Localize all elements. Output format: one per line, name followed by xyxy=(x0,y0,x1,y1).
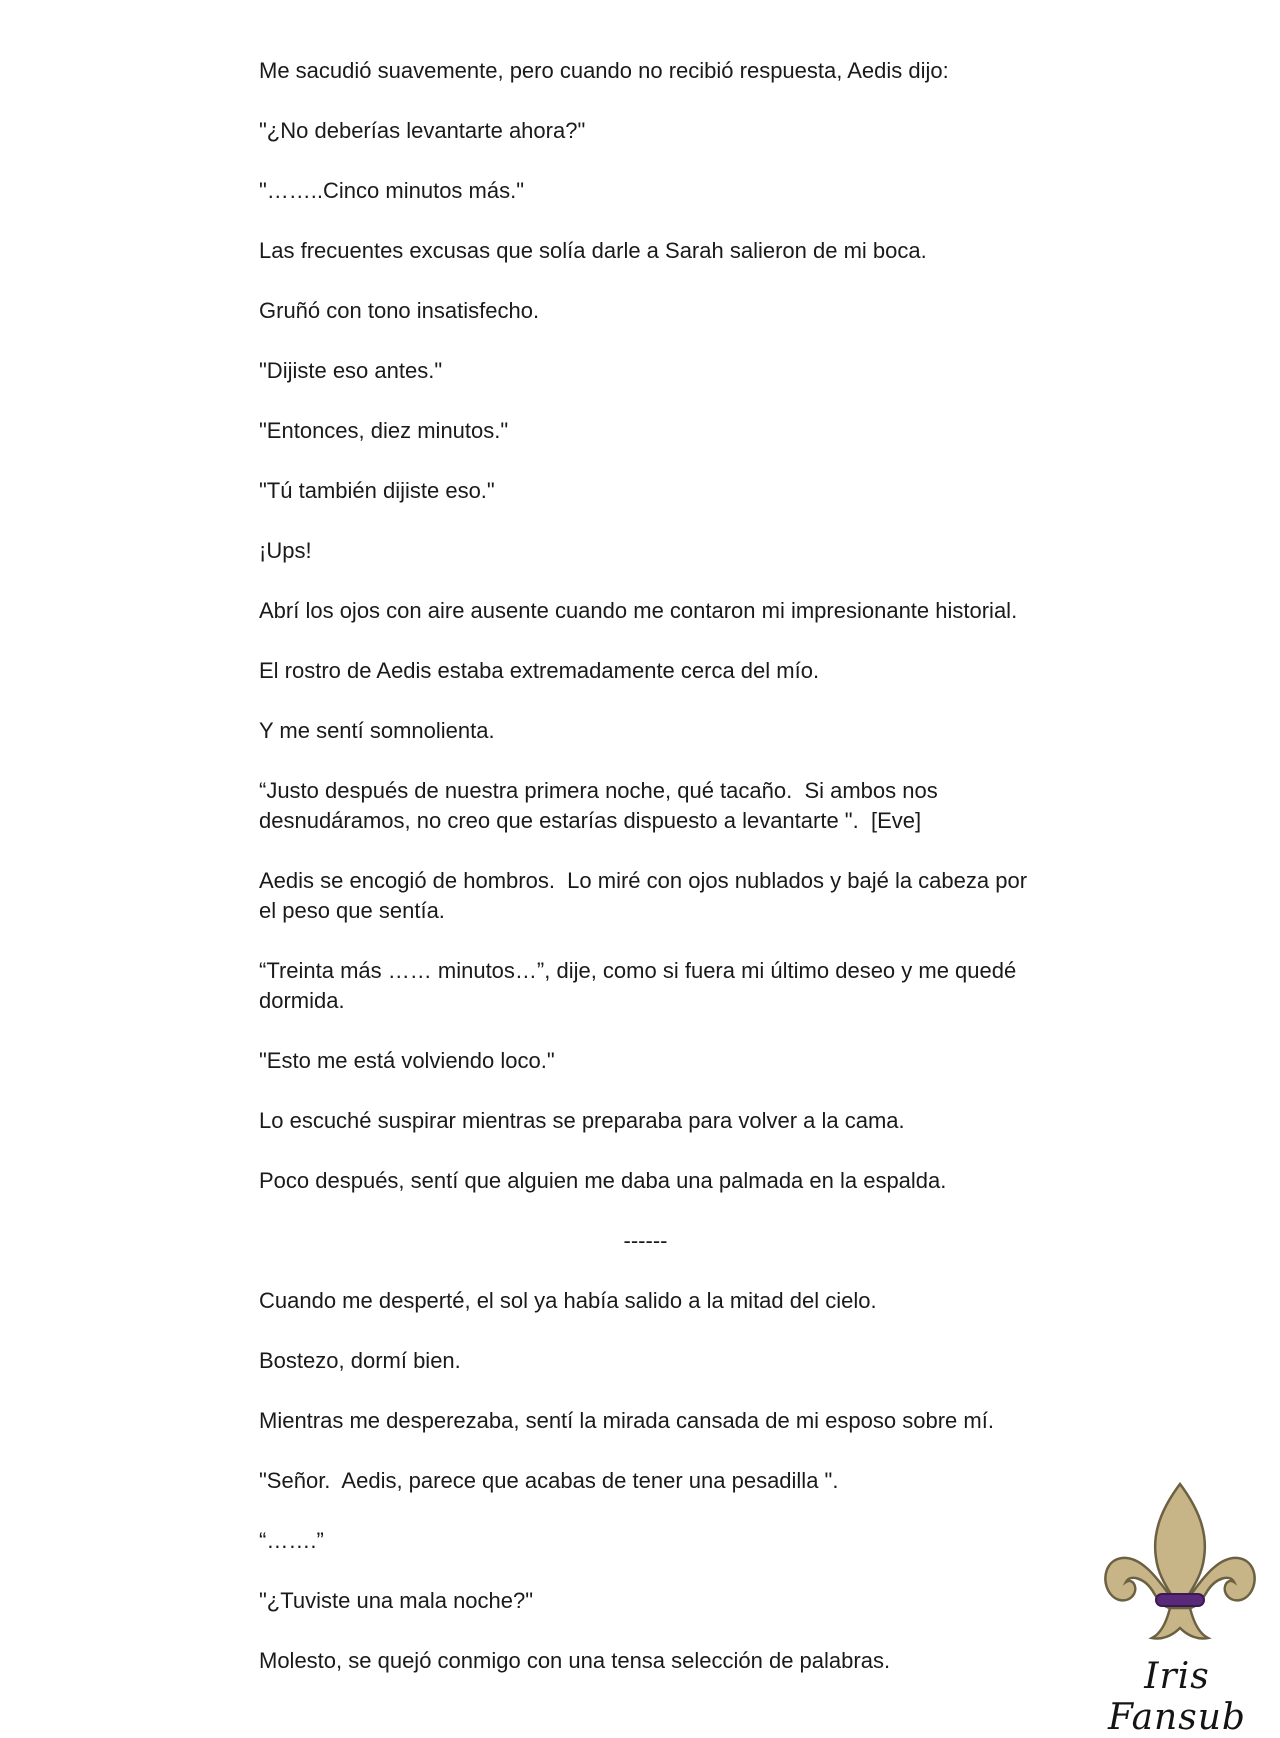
document-body xyxy=(252,56,1032,1676)
paragraph: "Dijiste eso antes." xyxy=(259,358,443,383)
paragraph: "¿No deberías levantarte ahora?" xyxy=(259,118,586,143)
fleur-de-lis-icon xyxy=(1100,1478,1260,1658)
paragraph: “…….” xyxy=(259,1528,324,1553)
paragraph: "……..Cinco minutos más." xyxy=(259,178,525,203)
paragraph: "Entonces, diez minutos." xyxy=(259,418,509,443)
paragraph: "Señor. Aedis, parece que acabas de tener una pesadilla ". xyxy=(259,1468,839,1493)
paragraph: Abrí los ojos con aire ausente cuando me contaron mi impresionante historial. xyxy=(259,598,1018,623)
paragraph: Gruñó con tono insatisfecho. xyxy=(259,298,540,323)
paragraph: Me sacudió suavemente, pero cuando no recibió respuesta, Aedis dijo: xyxy=(259,58,949,83)
paragraph: Poco después, sentí que alguien me daba una palmada en la espalda. xyxy=(259,1168,947,1193)
paragraph: El rostro de Aedis estaba extremadamente cerca del mío. xyxy=(259,658,820,683)
paragraph: Lo escuché suspirar mientras se preparaba para volver a la cama. xyxy=(259,1108,905,1133)
paragraph: Mientras me desperezaba, sentí la mirada cansada de mi esposo sobre mí. xyxy=(259,1408,994,1433)
paragraph: Aedis se encogió de hombros. Lo miré con ojos nublados y bajé la cabeza por el peso que sentía. xyxy=(259,868,1034,923)
paragraph: “Justo después de nuestra primera noche, qué tacaño. Si ambos nos desnudáramos, no creo que estarías dispuesto a levantarte ". [Eve] xyxy=(259,778,944,833)
paragraph: Molesto, se quejó conmigo con una tensa selección de palabras. xyxy=(259,1648,891,1673)
watermark-logo xyxy=(1082,1478,1272,1738)
logo-wordmark: Iris Fansub xyxy=(1108,1656,1246,1738)
paragraph: Cuando me desperté, el sol ya había salido a la mitad del cielo. xyxy=(259,1288,877,1313)
paragraph: "¿Tuviste una mala noche?" xyxy=(259,1588,534,1613)
paragraph: Las frecuentes excusas que solía darle a Sarah salieron de mi boca. xyxy=(259,238,927,263)
paragraph: "Esto me está volviendo loco." xyxy=(259,1048,555,1073)
paragraph: “Treinta más …… minutos…”, dije, como si fuera mi último deseo y me quedé dormida. xyxy=(259,958,1023,1013)
paragraph: Y me sentí somnolienta. xyxy=(259,718,495,743)
paragraph: ¡Ups! xyxy=(259,538,312,563)
paragraph: "Tú también dijiste eso." xyxy=(259,478,495,503)
paragraph: Bostezo, dormí bien. xyxy=(259,1348,461,1373)
section-separator: ------ xyxy=(623,1228,668,1253)
